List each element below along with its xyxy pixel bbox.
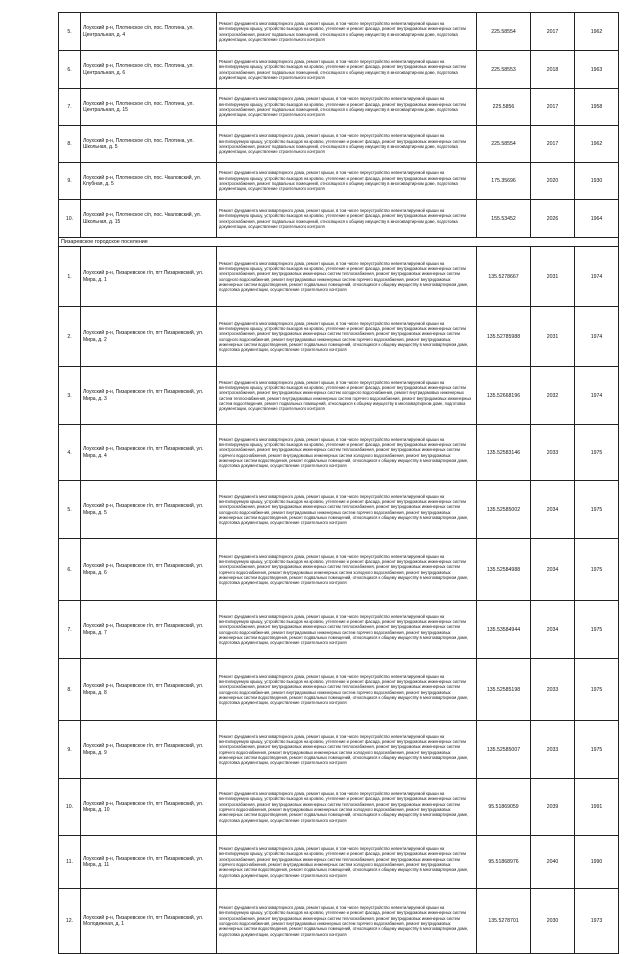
cost-cell: 135.52583146	[477, 425, 531, 481]
cost-cell: 135.52785988	[477, 307, 531, 367]
row-number: 7.	[59, 601, 81, 659]
table-row	[59, 721, 619, 779]
table-row	[59, 367, 619, 425]
cost-cell: 135.52584988	[477, 539, 531, 601]
cost-cell: 225.58553	[477, 51, 531, 89]
address-cell: Лоухский р-н, Плотинское с/п, пос. Чкаловский, ул. Клубная, д. 5	[81, 163, 217, 200]
row-number: 5.	[59, 481, 81, 539]
build-year-cell: 1975	[575, 601, 619, 659]
address-cell: Лоухский р-н, Пизаревское г/п, пгт Пизаревский, ул. Мира, д. 11	[81, 836, 217, 889]
address-cell: Лоухский р-н, Пизаревское г/п, пгт Пизаревский, ул. Мира, д. 4	[81, 425, 217, 481]
cost-cell: 95.51869059	[477, 779, 531, 836]
planned-year-cell: 2040	[531, 836, 575, 889]
planned-year-cell: 2018	[531, 51, 575, 89]
planned-year-cell: 2031	[531, 247, 575, 307]
planned-year-cell: 2026	[531, 200, 575, 238]
cost-cell: 225.58554	[477, 126, 531, 163]
row-number: 3.	[59, 367, 81, 425]
row-number: 5.	[59, 13, 81, 51]
works-cell: Ремонт фундамента многоквартирного дома, ремонт крыши, в том числе переустройство невентилируемой крыши на вентилируемую крышу, устройство выходов на кровлю, утепление и ремонт фасада, ремонт внутридомовых инженерных систем электроснабжения, ремонт внутридомовых инженерных систем теплоснабжения, ремонт внутридомовых инженерных систем горячего водоснабжения, ремонт внутридомовых инженерных систем холодного водоснабжения, ремонт внутридомовых инженерных систем водоотведения, ремонт подвальных помещений, относящихся к общему имуществу в многоквартирном доме, подготовка документации, осуществление строительного контроля	[217, 721, 477, 779]
table-row	[59, 425, 619, 481]
table-row	[59, 247, 619, 307]
row-number: 12.	[59, 889, 81, 954]
cost-cell: 175.35696	[477, 163, 531, 200]
planned-year-cell: 2033	[531, 659, 575, 721]
build-year-cell: 1990	[575, 836, 619, 889]
table-row	[59, 51, 619, 89]
works-cell: Ремонт фундамента многоквартирного дома, ремонт крыши, в том числе переустройство невентилируемой крыши на вентилируемую крышу, устройство выходов на кровлю, утепление и ремонт фасада, ремонт внутридомовых инженерных систем электроснабжения, ремонт подвальных помещений, относящихся к общему имуществу в многоквартирном доме, подготовка документации, осуществление строительного контроля	[217, 51, 477, 89]
row-number: 8.	[59, 659, 81, 721]
row-number: 9.	[59, 721, 81, 779]
cost-cell: 95.51868976	[477, 836, 531, 889]
address-cell: Лоухский р-н, Пизаревское г/п, пгт Пизаревский, ул. Мира, д. 10	[81, 779, 217, 836]
works-cell: Ремонт фундамента многоквартирного дома, ремонт крыши, в том числе переустройство невентилируемой крыши на вентилируемую крышу, устройство выходов на кровлю, утепление и ремонт фасада, ремонт внутридомовых инженерных систем электроснабжения, ремонт внутридомовых инженерных систем теплоснабжения, ремонт внутридомовых инженерных систем горячего водоснабжения, ремонт внутридомовых инженерных систем холодного водоснабжения, ремонт внутридомовых инженерных систем водоотведения, ремонт подвальных помещений, относящихся к общему имуществу в многоквартирном доме, подготовка документации, осуществление строительного контроля	[217, 836, 477, 889]
works-cell: Ремонт фундамента многоквартирного дома, ремонт крыши, в том числе переустройство невентилируемой крыши на вентилируемую крышу, устройство выходов на кровлю, утепление и ремонт фасада, ремонт внутридомовых инженерных систем электроснабжения, ремонт внутридомовых инженерных систем теплоснабжения, ремонт внутридомовых инженерных систем горячего водоснабжения, ремонт внутридомовых инженерных систем холодного водоснабжения, ремонт внутридомовых инженерных систем водоотведения, ремонт подвальных помещений, относящихся к общему имуществу в многоквартирном доме, подготовка документации, осуществление строительного контроля	[217, 539, 477, 601]
row-number: 6.	[59, 539, 81, 601]
works-cell: Ремонт фундамента многоквартирного дома, ремонт крыши, в том числе переустройство невентилируемой крыши на вентилируемую крышу, устройство выходов на кровлю, утепление и ремонт фасада, ремонт внутридомовых инженерных систем электроснабжения, ремонт подвальных помещений, относящихся к общему имуществу в многоквартирном доме, подготовка документации, осуществление строительного контроля	[217, 13, 477, 51]
row-number: 10.	[59, 200, 81, 238]
address-cell: Лоухский р-н, Пизаревское г/п, пгт Пизаревский, ул. Мира, д. 1	[81, 247, 217, 307]
build-year-cell: 1964	[575, 200, 619, 238]
build-year-cell: 1975	[575, 481, 619, 539]
address-cell: Лоухский р-н, Пизаревское г/п, пгт Пизаревский, ул. Мира, д. 3	[81, 367, 217, 425]
address-cell: Лоухский р-н, Плотинское с/п, пос. Плотина, ул. Центральная, д. 6	[81, 51, 217, 89]
table-row	[59, 13, 619, 51]
address-cell: Лоухский р-н, Пизаревское г/п, пгт Пизаревский, ул. Мира, д. 7	[81, 601, 217, 659]
works-cell: Ремонт фундамента многоквартирного дома, ремонт крыши, в том числе переустройство невентилируемой крыши на вентилируемую крышу, устройство выходов на кровлю, утепление и ремонт фасада, ремонт внутридомовых инженерных систем электроснабжения, ремонт подвальных помещений, относящихся к общему имуществу в многоквартирном доме, подготовка документации, осуществление строительного контроля	[217, 163, 477, 200]
planned-year-cell: 2017	[531, 89, 575, 126]
build-year-cell: 1962	[575, 13, 619, 51]
cost-cell: 135.52585007	[477, 721, 531, 779]
works-cell: Ремонт фундамента многоквартирного дома, ремонт крыши, в том числе переустройство невентилируемой крыши на вентилируемую крышу, устройство выходов на кровлю, утепление и ремонт фасада, ремонт внутридомовых инженерных систем электроснабжения, ремонт внутридомовых инженерных систем теплоснабжения, ремонт внутридомовых инженерных систем холодного водоснабжения, ремонт внутридомовых инженерных систем горячего водоснабжения, ремонт внутридомовых инженерных систем водоотведения, ремонт подвальных помещений, относящихся к общему имуществу в многоквартирном доме, подготовка документации, осуществление строительного контроля	[217, 601, 477, 659]
build-year-cell: 1963	[575, 51, 619, 89]
row-number: 7.	[59, 89, 81, 126]
address-cell: Лоухский р-н, Пизаревское г/п, пгт Пизаревский, ул. Мира, д. 6	[81, 539, 217, 601]
table-row	[59, 89, 619, 126]
table-row	[59, 889, 619, 954]
address-cell: Лоухский р-н, Плотинское с/п, пос. Плотина, ул. Центральная, д. 4	[81, 13, 217, 51]
row-number: 6.	[59, 51, 81, 89]
works-cell: Ремонт фундамента многоквартирного дома, ремонт крыши, в том числе переустройство невентилируемой крыши на вентилируемую крышу, устройство выходов на кровлю, утепление и ремонт фасада, ремонт внутридомовых инженерных систем электроснабжения, ремонт внутридомовых инженерных систем теплоснабжения, ремонт внутридомовых инженерных систем холодного водоснабжения, ремонт внутридомовых инженерных систем горячего водоснабжения, ремонт внутридомовых инженерных систем водоотведения, ремонт подвальных помещений, относящихся к общему имуществу в многоквартирном доме, подготовка документации, осуществление строительного контроля	[217, 307, 477, 367]
works-cell: Ремонт фундамента многоквартирного дома, ремонт крыши, в том числе переустройство невентилируемой крыши на вентилируемую крышу, устройство выходов на кровлю, утепление и ремонт фасада, ремонт внутридомовых инженерных систем электроснабжения, ремонт внутридомовых инженерных систем теплоснабжения, ремонт внутридомовых инженерных систем горячего водоснабжения, ремонт внутридомовых инженерных систем холодного водоснабжения, ремонт внутридомовых инженерных систем водоотведения, ремонт подвальных помещений, относящихся к общему имуществу в многоквартирном доме, подготовка документации, осуществление строительного контроля	[217, 425, 477, 481]
build-year-cell: 1975	[575, 539, 619, 601]
planned-year-cell: 2017	[531, 126, 575, 163]
cost-cell: 135.5278701	[477, 889, 531, 954]
cost-cell: 155.53452	[477, 200, 531, 238]
address-cell: Лоухский р-н, Пизаревское г/п, пгт Пизаревский, ул. Мира, д. 2	[81, 307, 217, 367]
address-cell: Лоухский р-н, Плотинское с/п, пос. Плотина, ул. Школьная, д. 5	[81, 126, 217, 163]
build-year-cell: 1958	[575, 89, 619, 126]
planned-year-cell: 2033	[531, 425, 575, 481]
address-cell: Лоухский р-н, Пизаревское г/п, пгт Пизаревский, ул. Мира, д. 5	[81, 481, 217, 539]
row-number: 11.	[59, 836, 81, 889]
build-year-cell: 1962	[575, 126, 619, 163]
works-cell: Ремонт фундамента многоквартирного дома, ремонт крыши, в том числе переустройство невентилируемой крыши на вентилируемую крышу, устройство выходов на кровлю, утепление и ремонт фасада, ремонт внутридомовых инженерных систем электроснабжения, ремонт внутридомовых инженерных систем теплоснабжения, ремонт внутридомовых инженерных систем холодного водоснабжения, ремонт внутридомовых инженерных систем горячего водоснабжения, ремонт внутридомовых инженерных систем водоотведения, ремонт подвальных помещений, относящихся к общему имуществу в многоквартирном доме, подготовка документации, осуществление строительного контроля	[217, 481, 477, 539]
works-cell: Ремонт фундамента многоквартирного дома, ремонт крыши, в том числе переустройство невентилируемой крыши на вентилируемую крышу, устройство выходов на кровлю, утепление и ремонт фасада, ремонт внутридомовых инженерных систем электроснабжения, ремонт подвальных помещений, относящихся к общему имуществу в многоквартирном доме, подготовка документации, осуществление строительного контроля	[217, 126, 477, 163]
table-row	[59, 659, 619, 721]
build-year-cell: 1991	[575, 779, 619, 836]
planned-year-cell: 2034	[531, 481, 575, 539]
cost-cell: 225.58554	[477, 13, 531, 51]
works-cell: Ремонт фундамента многоквартирного дома, ремонт крыши, в том числе переустройство невентилируемой крыши на вентилируемую крышу, устройство выходов на кровлю, утепление и ремонт фасада, ремонт внутридомовых инженерных систем электроснабжения, ремонт внутридомовых инженерных систем теплоснабжения, ремонт внутридомовых инженерных систем горячего водоснабжения, ремонт внутридомовых инженерных систем холодного водоснабжения, ремонт внутридомовых инженерных систем водоотведения, ремонт подвальных помещений, относящихся к общему имуществу в многоквартирном доме, подготовка документации, осуществление строительного контроля	[217, 779, 477, 836]
works-cell: Ремонт фундамента многоквартирного дома, ремонт крыши, в том числе переустройство невентилируемой крыши на вентилируемую крышу, устройство выходов на кровлю, утепление и ремонт фасада, ремонт внутридомовых инженерных систем электроснабжения, ремонт подвальных помещений, относящихся к общему имуществу в многоквартирном доме, подготовка документации, осуществление строительного контроля	[217, 200, 477, 238]
planned-year-cell: 2017	[531, 13, 575, 51]
planned-year-cell: 2039	[531, 779, 575, 836]
address-cell: Лоухский р-н, Плотинское с/п, пос. Чкаловский, ул. Школьная, д. 15	[81, 200, 217, 238]
works-cell: Ремонт фундамента многоквартирного дома, ремонт крыши, в том числе переустройство невентилируемой крыши на вентилируемую крышу, устройство выходов на кровлю, утепление и ремонт фасада, ремонт внутридомовых инженерных систем электроснабжения, ремонт внутридомовых инженерных систем теплоснабжения, ремонт внутридомовых инженерных систем холодного водоснабжения, ремонт внутридомовых инженерных систем горячего водоснабжения, ремонт внутридомовых инженерных систем водоотведения, ремонт подвальных помещений, относящихся к общему имуществу в многоквартирном доме, подготовка документации, осуществление строительного контроля	[217, 659, 477, 721]
planned-year-cell: 2031	[531, 307, 575, 367]
build-year-cell: 1975	[575, 721, 619, 779]
cost-cell: 135.52585002	[477, 481, 531, 539]
works-cell: Ремонт фундамента многоквартирного дома, ремонт крыши, в том числе переустройство невентилируемой крыши на вентилируемую крышу, устройство выходов на кровлю, утепление и ремонт фасада, ремонт внутридомовых инженерных систем электроснабжения, ремонт подвальных помещений, относящихся к общему имуществу в многоквартирном доме, подготовка документации, осуществление строительного контроля	[217, 89, 477, 126]
address-cell: Лоухский р-н, Пизаревское г/п, пгт Пизаревский, ул. Молодежная, д. 1	[81, 889, 217, 954]
table-row	[59, 200, 619, 238]
row-number: 8.	[59, 126, 81, 163]
table-row	[59, 163, 619, 200]
works-cell: Ремонт фундамента многоквартирного дома, ремонт крыши, в том числе переустройство невентилируемой крыши на вентилируемую крышу, устройство выходов на кровлю, утепление и ремонт фасада, ремонт внутридомовых инженерных систем электроснабжения, ремонт внутридомовых инженерных систем холодного водоснабжения, ремонт внутридомовых инженерных систем теплоснабжения, ремонт внутридомовых инженерных систем горячего водоснабжения, ремонт внутридомовых инженерных систем водоотведения, ремонт подвальных помещений, относящихся к общему имуществу в многоквартирном доме, подготовка документации, осуществление строительного контроля	[217, 367, 477, 425]
build-year-cell: 1974	[575, 247, 619, 307]
row-number: 10.	[59, 779, 81, 836]
cost-cell: 135.53584944	[477, 601, 531, 659]
planned-year-cell: 2033	[531, 721, 575, 779]
table-row	[59, 307, 619, 367]
row-number: 9.	[59, 163, 81, 200]
build-year-cell: 1975	[575, 425, 619, 481]
build-year-cell: 1974	[575, 367, 619, 425]
section-title: Пизаревское городское поселение	[59, 238, 619, 247]
address-cell: Лоухский р-н, Плотинское с/п, пос. Плотина, ул. Центральная, д. 15	[81, 89, 217, 126]
table-row	[59, 836, 619, 889]
cost-cell: 135.52585198	[477, 659, 531, 721]
build-year-cell: 1930	[575, 163, 619, 200]
table-row	[59, 601, 619, 659]
build-year-cell: 1975	[575, 659, 619, 721]
planned-year-cell: 2020	[531, 163, 575, 200]
row-number: 2.	[59, 307, 81, 367]
row-number: 4.	[59, 425, 81, 481]
cost-cell: 135.52668196	[477, 367, 531, 425]
works-cell: Ремонт фундамента многоквартирного дома, ремонт крыши, в том числе переустройство невентилируемой крыши на вентилируемую крышу, устройство выходов на кровлю, утепление и ремонт фасада, ремонт внутридомовых инженерных систем электроснабжения, ремонт внутридомовых инженерных систем теплоснабжения, ремонт внутридомовых инженерных систем холодного водоснабжения, ремонт внутридомовых инженерных систем горячего водоснабжения, ремонт внутридомовых инженерных систем водоотведения, ремонт подвальных помещений, относящихся к общему имуществу в многоквартирном доме, подготовка документации, осуществление строительного контроля	[217, 889, 477, 954]
cost-cell: 135.5278667	[477, 247, 531, 307]
row-number: 1.	[59, 247, 81, 307]
table-row	[59, 779, 619, 836]
capital-repair-table	[58, 12, 619, 954]
build-year-cell: 1974	[575, 307, 619, 367]
table-row	[59, 539, 619, 601]
works-cell: Ремонт фундамента многоквартирного дома, ремонт крыши, в том числе переустройство невентилируемой крыши на вентилируемую крышу, устройство выходов на кровлю, утепление и ремонт фасада, ремонт внутридомовых инженерных систем электроснабжения, ремонт внутридомовых инженерных систем теплоснабжения, ремонт внутридомовых инженерных систем холодного водоснабжения, ремонт внутридомовых инженерных систем горячего водоснабжения, ремонт внутридомовых инженерных систем водоотведения, ремонт подвальных помещений, относящихся к общему имуществу в многоквартирном доме, подготовка документации, осуществление строительного контроля	[217, 247, 477, 307]
planned-year-cell: 2030	[531, 889, 575, 954]
section-row	[59, 238, 619, 247]
table-row	[59, 481, 619, 539]
address-cell: Лоухский р-н, Пизаревское г/п, пгт Пизаревский, ул. Мира, д. 8	[81, 659, 217, 721]
planned-year-cell: 2034	[531, 601, 575, 659]
cost-cell: 225.5856	[477, 89, 531, 126]
address-cell: Лоухский р-н, Пизаревское г/п, пгт Пизаревский, ул. Мира, д. 9	[81, 721, 217, 779]
planned-year-cell: 2034	[531, 539, 575, 601]
table-row	[59, 126, 619, 163]
planned-year-cell: 2032	[531, 367, 575, 425]
build-year-cell: 1973	[575, 889, 619, 954]
